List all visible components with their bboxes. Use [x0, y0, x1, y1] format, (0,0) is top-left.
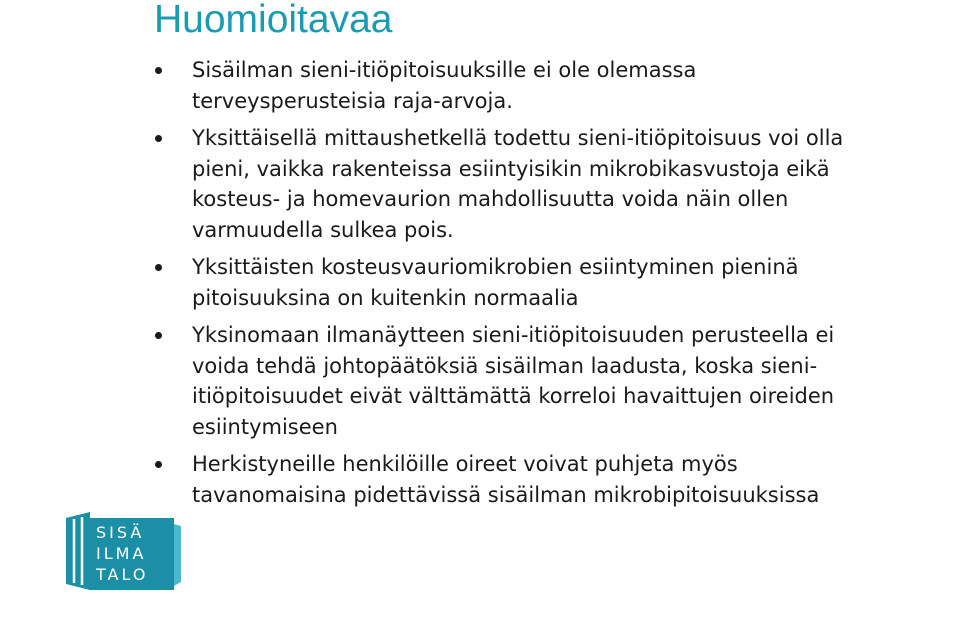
- logo-text-line1: SISÄ: [96, 523, 145, 542]
- logo-door-panel: [66, 512, 90, 590]
- bullet-dot-icon: [155, 135, 162, 142]
- logo-text-line3: TALO: [96, 565, 149, 584]
- bullet-dot-icon: [155, 332, 162, 339]
- bullet-text: Yksittäisellä mittaushetkellä todettu sieni-itiöpitoisuus voi olla pieni, vaikka rakenteissa esiintyisikin mikrobikasvustoja eikä kosteus- ja homevaurion mahdollisuutta voida näin ollen varmuudella sulkea pois.: [192, 126, 844, 242]
- bullet-text: Yksittäisten kosteusvauriomikrobien esiintyminen pieninä pitoisuuksina on kuitenkin normaalia: [192, 255, 799, 310]
- bullet-dot-icon: [155, 461, 162, 468]
- logo-side-panel: [174, 524, 181, 586]
- bullet-text: Yksinomaan ilmanäytteen sieni-itiöpitoisuuden perusteella ei voida tehdä johtopäätöksiä sisäilman laadusta, koska sieni-itiöpitoisuudet eivät välttämättä korreloi havaittujen oireiden esiintymiseen: [192, 323, 835, 439]
- bullet-text: Herkistyneille henkilöille oireet voivat puhjeta myös tavanomaisina pidettävissä sisäilman mikrobipitoisuuksissa: [192, 452, 820, 507]
- bullet-list: [155, 55, 895, 517]
- bullet-dot-icon: [155, 264, 162, 271]
- slide-title: Huomioitavaa: [154, 0, 393, 41]
- bullet-text: Sisäilman sieni-itiöpitoisuuksille ei ole olemassa terveysperusteisia raja-arvoja.: [192, 58, 697, 113]
- bullet-item: [155, 320, 895, 442]
- bullet-item: [155, 55, 895, 116]
- sisailmatalo-logo: [60, 510, 182, 590]
- bullet-item: [155, 252, 895, 313]
- logo-text-line2: ILMA: [96, 544, 147, 563]
- bullet-dot-icon: [155, 67, 162, 74]
- bullet-item: [155, 123, 895, 245]
- bullet-item: [155, 449, 895, 510]
